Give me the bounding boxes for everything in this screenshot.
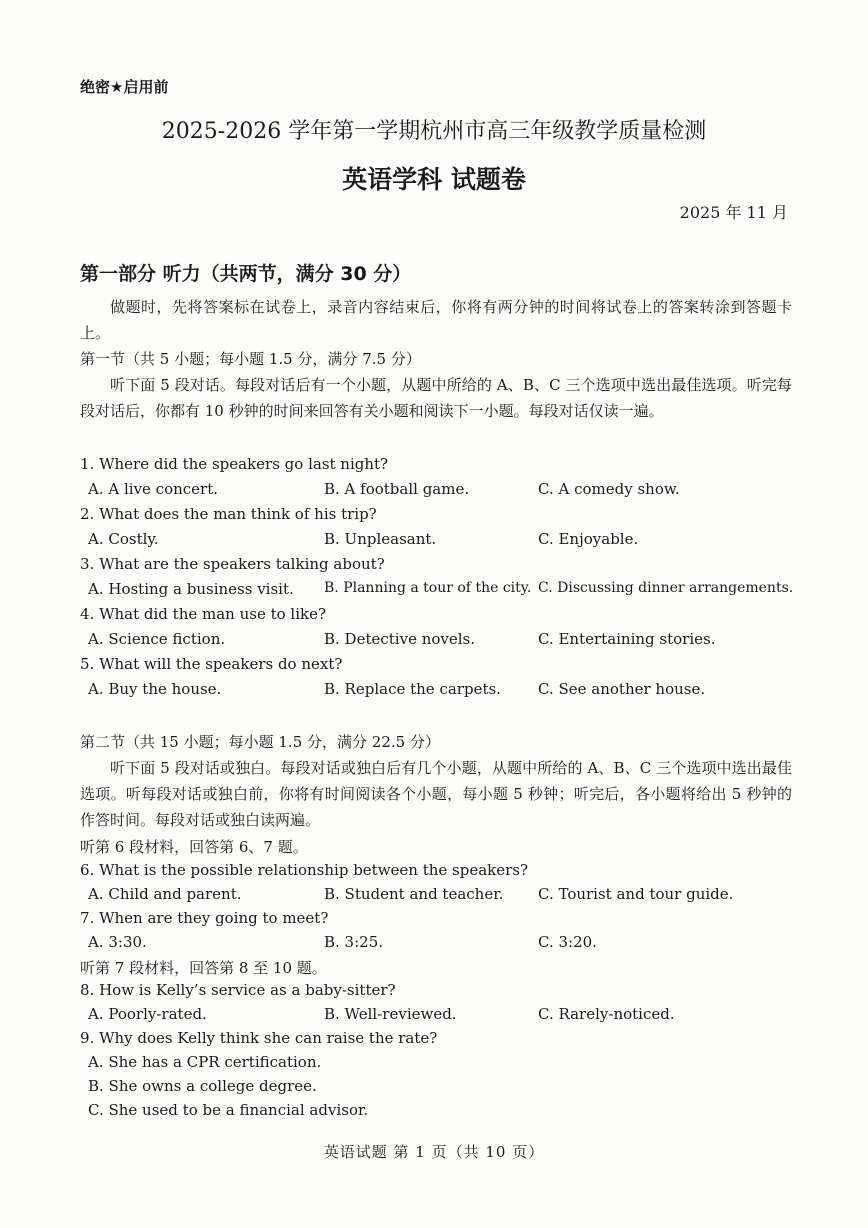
question-9: 9. Why does Kelly think she can raise the rate? <box>80 1029 438 1047</box>
q9-option-c: C. She used to be a financial advisor. <box>88 1101 369 1119</box>
q1-option-a: A. A live concert. <box>88 480 219 498</box>
q2-option-c: C. Enjoyable. <box>538 530 639 548</box>
q7-option-a: A. 3:30. <box>88 933 147 951</box>
q6-option-b: B. Student and teacher. <box>324 885 504 903</box>
q5-option-c: C. See another house. <box>538 680 706 698</box>
q5-option-b: B. Replace the carpets. <box>324 680 501 698</box>
q1-option-b: B. A football game. <box>324 480 470 498</box>
question-6: 6. What is the possible relationship between the speakers? <box>80 861 529 879</box>
material-6-note: 听第 6 段材料，回答第 6、7 题。 <box>80 838 308 856</box>
q4-option-a: A. Science fiction. <box>88 630 226 648</box>
question-8: 8. How is Kelly’s service as a baby-sitter? <box>80 981 396 999</box>
part-heading: 第一部分 听力（共两节，满分 30 分） <box>80 263 412 285</box>
question-7: 7. When are they going to meet? <box>80 909 329 927</box>
q9-option-a: A. She has a CPR certification. <box>88 1053 322 1071</box>
q6-option-a: A. Child and parent. <box>88 885 242 903</box>
q8-option-a: A. Poorly-rated. <box>88 1005 207 1023</box>
confidential-label: 绝密★启用前 <box>80 78 169 96</box>
exam-title: 2025-2026 学年第一学期杭州市高三年级教学质量检测 <box>161 119 707 144</box>
question-5: 5. What will the speakers do next? <box>80 655 343 673</box>
q9-option-b: B. She owns a college degree. <box>88 1077 317 1095</box>
section1-heading: 第一节（共 5 小题；每小题 1.5 分，满分 7.5 分） <box>80 350 421 368</box>
section2-heading: 第二节（共 15 小题；每小题 1.5 分，满分 22.5 分） <box>80 733 440 751</box>
section1-instructions: 听下面 5 段对话。每段对话后有一个小题，从题中所给的 A、B、C 三个选项中选出最佳选项。听完每段对话后，你都有 10 秒钟的时间来回答有关小题和阅读下一小题。每段对话仅读一遍。 <box>80 376 792 420</box>
exam-subtitle: 英语学科 试题卷 <box>342 165 526 194</box>
page-footer: 英语试题 第 1 页（共 10 页） <box>323 1143 545 1161</box>
q8-option-c: C. Rarely-noticed. <box>538 1005 675 1023</box>
question-4: 4. What did the man use to like? <box>80 605 327 623</box>
part-intro: 做题时，先将答案标在试卷上，录音内容结束后，你将有两分钟的时间将试卷上的答案转涂到答题卡上。 <box>80 298 792 342</box>
question-1: 1. Where did the speakers go last night? <box>80 455 389 473</box>
q3-option-c: C. Discussing dinner arrangements. <box>538 580 794 596</box>
q2-option-b: B. Unpleasant. <box>324 530 437 548</box>
question-3: 3. What are the speakers talking about? <box>80 555 385 573</box>
q3-option-a: A. Hosting a business visit. <box>88 580 294 598</box>
q6-option-c: C. Tourist and tour guide. <box>538 885 734 903</box>
q5-option-a: A. Buy the house. <box>88 680 222 698</box>
q1-option-c: C. A comedy show. <box>538 480 680 498</box>
exam-date: 2025 年 11 月 <box>679 203 788 222</box>
q3-option-b: B. Planning a tour of the city. <box>324 580 532 596</box>
section2-instructions: 听下面 5 段对话或独白。每段对话或独白后有几个小题，从题中所给的 A、B、C 三个选项中选出最佳选项。听每段对话或独白前，你将有时间阅读各个小题，每小题 5 秒钟；听完后，各小题将给出 5 秒钟的作答时间。每段对话或独白读两遍。 <box>80 759 792 829</box>
material-7-note: 听第 7 段材料，回答第 8 至 10 题。 <box>80 959 327 977</box>
question-2: 2. What does the man think of his trip? <box>80 505 377 523</box>
q2-option-a: A. Costly. <box>88 530 159 548</box>
q4-option-b: B. Detective novels. <box>324 630 476 648</box>
q7-option-b: B. 3:25. <box>324 933 384 951</box>
q7-option-c: C. 3:20. <box>538 933 597 951</box>
q8-option-b: B. Well-reviewed. <box>324 1005 457 1023</box>
q4-option-c: C. Entertaining stories. <box>538 630 716 648</box>
